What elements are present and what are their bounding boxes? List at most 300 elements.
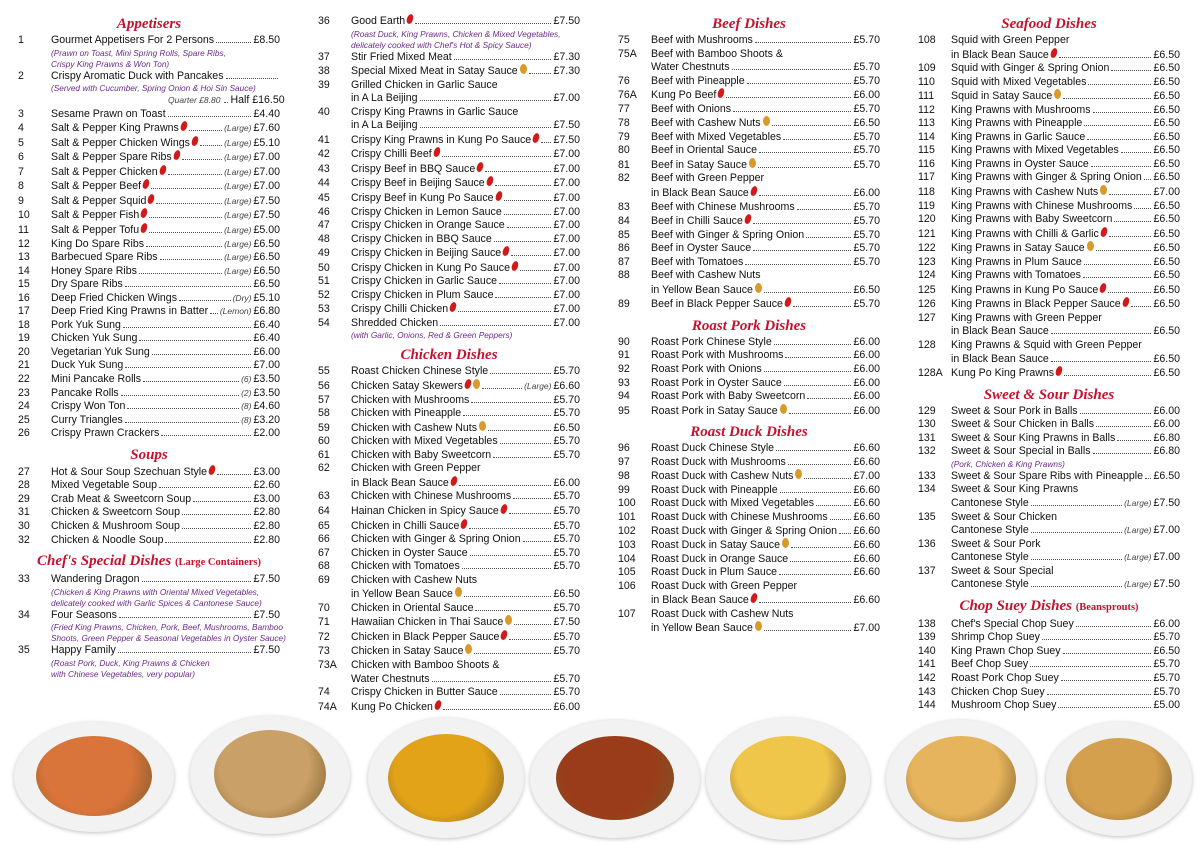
item-size-note: (Large) xyxy=(224,238,252,249)
dot-leader xyxy=(168,116,252,117)
item-number: 96 xyxy=(618,442,630,455)
item-number: 122 xyxy=(918,242,936,255)
item-number: 75A xyxy=(618,47,637,60)
chili-icon xyxy=(432,147,441,158)
item-name: Chicken in Satay Sauce xyxy=(351,645,464,658)
item-name-line2: Cantonese Style xyxy=(951,496,1029,509)
item-number: 117 xyxy=(918,171,935,184)
dot-leader xyxy=(1076,626,1152,627)
item-number: 7 xyxy=(18,165,24,178)
menu-item xyxy=(318,560,580,574)
menu-item xyxy=(918,117,1180,131)
nut-icon xyxy=(520,64,527,74)
item-name: King Prawns with Ginger & Spring Onion xyxy=(951,171,1142,184)
dot-leader xyxy=(442,156,552,157)
item-number: 123 xyxy=(918,255,936,268)
menu-item xyxy=(918,312,1180,326)
item-size-note: (Large) xyxy=(224,195,252,206)
item-name: Roast Duck with Ginger & Spring Onion xyxy=(651,524,838,537)
item-number: 125 xyxy=(918,283,936,296)
nut-icon xyxy=(465,644,472,654)
dot-leader xyxy=(523,541,552,542)
item-price: £6.60 xyxy=(853,539,880,552)
item-name: Beef with Bamboo Shoots & xyxy=(651,47,783,60)
dot-leader xyxy=(200,145,222,146)
menu-item xyxy=(18,292,280,306)
item-number: 95 xyxy=(618,404,630,417)
item-name: Shredded Chicken xyxy=(351,316,439,329)
item-name-line2: in Yellow Bean Sauce xyxy=(351,588,453,601)
menu-item xyxy=(918,104,1180,118)
menu-item xyxy=(318,574,580,588)
dot-leader xyxy=(790,561,851,562)
menu-item xyxy=(18,609,280,623)
item-price: £7.00 xyxy=(553,205,580,218)
item-name: Crispy Chilli Beef xyxy=(351,148,432,161)
item-price: £5.70 xyxy=(853,200,880,213)
item-number: 126 xyxy=(918,298,936,311)
menu-item xyxy=(318,379,580,394)
dot-leader xyxy=(165,542,251,543)
dot-leader xyxy=(733,111,851,112)
item-name-line2: in Yellow Bean Sauce xyxy=(651,622,753,635)
item-number: 102 xyxy=(618,524,636,537)
menu-item xyxy=(18,644,280,658)
item-number: 50 xyxy=(318,261,330,274)
item-number: 78 xyxy=(618,117,630,130)
item-price: £6.60 xyxy=(853,497,880,510)
dot-leader xyxy=(1091,166,1152,167)
menu-item xyxy=(18,70,280,84)
dot-leader xyxy=(490,373,551,374)
item-number: 1 xyxy=(18,34,24,46)
item-price: £7.00 xyxy=(553,192,580,205)
item-name: Chicken with Mixed Vegetables xyxy=(351,435,498,448)
chili-icon xyxy=(1055,365,1064,376)
item-name: Hot & Sour Soup Szechuan Style xyxy=(51,465,208,478)
item-number: 88 xyxy=(618,269,630,282)
item-number: 94 xyxy=(618,390,630,403)
menu-item xyxy=(618,580,880,594)
nut-icon xyxy=(795,469,802,479)
item-price: £6.50 xyxy=(1153,90,1180,103)
item-price: £7.00 xyxy=(553,275,580,288)
item-number: 119 xyxy=(918,199,935,212)
item-number: 91 xyxy=(618,349,630,362)
item-price: £6.60 xyxy=(853,442,880,455)
dot-leader xyxy=(495,297,551,298)
menu-item xyxy=(618,103,880,117)
item-size-note: (Large) xyxy=(1124,552,1152,563)
dot-leader xyxy=(462,568,552,569)
item-number: 87 xyxy=(618,255,630,268)
chili-icon xyxy=(494,190,503,201)
item-name: Beef with Ginger & Spring Onion xyxy=(651,228,805,241)
dot-leader xyxy=(160,259,222,260)
dot-leader xyxy=(1096,426,1151,427)
chili-icon xyxy=(1049,47,1058,58)
item-name: King Prawns in Oyster Sauce xyxy=(951,157,1089,170)
item-number: 66 xyxy=(318,533,330,546)
menu-item xyxy=(318,162,580,177)
menu-item xyxy=(318,462,580,476)
item-name: Chicken with Pineapple xyxy=(351,407,462,420)
dot-leader xyxy=(463,415,551,416)
plate-7 xyxy=(1046,722,1192,836)
plate-4 xyxy=(530,720,700,838)
menu-item xyxy=(18,493,280,507)
item-number: 77 xyxy=(618,102,630,115)
item-price: £5.70 xyxy=(1153,671,1180,684)
dot-leader xyxy=(514,624,551,625)
item-number: 112 xyxy=(918,103,935,116)
item-number: 80 xyxy=(618,144,630,157)
menu-item xyxy=(618,201,880,215)
dot-leader xyxy=(785,357,851,358)
menu-item xyxy=(918,511,1180,525)
dot-leader xyxy=(500,443,552,444)
item-price: £5.70 xyxy=(553,519,580,532)
item-number: 6 xyxy=(18,151,24,164)
dot-leader xyxy=(168,174,222,175)
item-price: £5.70 xyxy=(553,560,580,573)
item-price: £3.50 xyxy=(253,386,280,399)
item-name-line2: in Black Bean Sauce xyxy=(651,187,749,200)
menu-item xyxy=(18,373,280,387)
menu-item xyxy=(918,185,1180,200)
item-number: 34 xyxy=(18,608,30,621)
lemon-chicken-photo xyxy=(730,736,846,820)
chili-icon xyxy=(500,629,509,640)
menu-item-line2 xyxy=(918,325,1180,339)
item-number: 79 xyxy=(618,130,630,143)
menu-item xyxy=(318,504,580,519)
item-name: King Prawns in Plum Sauce xyxy=(951,255,1082,268)
item-number: 71 xyxy=(318,616,330,629)
menu-item xyxy=(918,631,1180,645)
item-description: with Chinese Vegetables, very popular) xyxy=(51,668,196,679)
menu-item xyxy=(618,131,880,145)
chili-icon xyxy=(191,135,200,146)
item-price: £6.50 xyxy=(853,117,880,130)
item-number: 81 xyxy=(618,158,630,171)
item-description: (Roast Pork, Duck, King Prawns & Chicken xyxy=(51,657,210,668)
menu-item-line2 xyxy=(918,48,1180,63)
chili-icon xyxy=(749,185,758,196)
item-name: Crispy Prawn Crackers xyxy=(51,427,160,440)
item-number: 144 xyxy=(918,699,936,712)
item-name: Roast Pork Chinese Style xyxy=(651,335,772,348)
item-name: Deep Fried King Prawns in Batter xyxy=(51,305,209,318)
item-price: £6.00 xyxy=(253,345,280,358)
item-price: £6.50 xyxy=(1153,75,1180,88)
item-price: £7.00 xyxy=(253,359,280,372)
menu-item xyxy=(18,165,280,180)
item-size-note: (Large) xyxy=(1124,497,1152,508)
chili-icon xyxy=(717,88,726,99)
item-number: 11 xyxy=(18,224,29,237)
dot-leader xyxy=(1134,208,1151,209)
item-number: 141 xyxy=(918,658,936,671)
chili-icon xyxy=(476,161,485,172)
item-number: 69 xyxy=(318,573,330,586)
item-size-note: (Large) xyxy=(524,381,552,392)
item-number: 64 xyxy=(318,504,330,517)
menu-item xyxy=(918,538,1180,552)
item-name: Sesame Prawn on Toast xyxy=(51,107,166,120)
item-number: 60 xyxy=(318,435,330,448)
chili-icon xyxy=(460,518,469,529)
dot-leader xyxy=(1031,559,1122,560)
chili-icon xyxy=(449,475,458,486)
item-price: £7.60 xyxy=(253,122,280,135)
menu-item xyxy=(318,547,580,561)
menu-item-line2 xyxy=(618,61,880,75)
menu-item xyxy=(618,456,880,470)
item-price: £3.00 xyxy=(253,492,280,505)
spring-rolls-photo xyxy=(1066,738,1172,820)
item-price: £5.70 xyxy=(853,255,880,268)
portion-prices xyxy=(18,94,285,108)
item-price: £7.00 xyxy=(1153,186,1180,199)
item-number: 8 xyxy=(18,180,24,193)
item-number: 74 xyxy=(318,686,330,699)
dot-leader xyxy=(541,142,551,143)
item-name: Chicken Yuk Sung xyxy=(51,332,138,345)
item-price: £6.50 xyxy=(1153,298,1180,311)
dot-leader xyxy=(791,547,852,548)
nut-icon xyxy=(749,158,756,168)
dot-leader xyxy=(1080,413,1152,414)
item-number: 135 xyxy=(918,510,936,523)
dot-leader xyxy=(1088,84,1151,85)
dot-leader xyxy=(143,381,239,382)
item-number: 110 xyxy=(918,75,935,88)
item-name: Shrimp Chop Suey xyxy=(951,631,1040,644)
menu-item xyxy=(918,227,1180,242)
item-price: £5.70 xyxy=(553,407,580,420)
dot-leader xyxy=(500,694,552,695)
dot-leader xyxy=(224,102,228,103)
item-price: £6.50 xyxy=(1153,242,1180,255)
item-name: Stir Fried Mixed Meat xyxy=(351,50,452,63)
dot-leader xyxy=(420,127,552,128)
item-price: £5.70 xyxy=(553,672,580,685)
menu-item xyxy=(618,442,880,456)
item-number: 132 xyxy=(918,445,936,458)
item-name: Salt & Pepper Squid xyxy=(51,194,147,207)
menu-item-line2 xyxy=(618,283,880,298)
menu-item xyxy=(18,108,280,122)
dot-leader xyxy=(764,630,852,631)
food-photo-strip xyxy=(0,712,1200,849)
dot-leader xyxy=(1059,57,1152,58)
dot-leader xyxy=(226,78,279,79)
item-name: Crab Meat & Sweetcorn Soup xyxy=(51,492,192,505)
dot-leader xyxy=(747,83,852,84)
section-title-text: Seafood Dishes xyxy=(1001,16,1097,32)
item-number: 86 xyxy=(618,242,630,255)
item-name: Roast Duck with Pineapple xyxy=(651,483,778,496)
menu-item xyxy=(18,121,280,136)
section-title xyxy=(918,385,1180,405)
item-name: Sweet & Sour Special xyxy=(951,564,1054,577)
dot-leader xyxy=(458,311,551,312)
item-name: Crispy Chicken in Orange Sauce xyxy=(351,219,505,232)
dot-leader xyxy=(1111,70,1151,71)
menu-item xyxy=(318,615,580,630)
item-name: King Prawns with Baby Sweetcorn xyxy=(951,213,1113,226)
menu-column-4 xyxy=(918,14,1180,713)
item-number: 51 xyxy=(318,275,330,288)
menu-item xyxy=(618,242,880,256)
item-number: 140 xyxy=(918,644,936,657)
menu-item xyxy=(918,618,1180,632)
dot-leader xyxy=(504,214,552,215)
item-number: 109 xyxy=(918,62,936,75)
dot-leader xyxy=(784,385,852,386)
menu-item xyxy=(918,418,1180,432)
item-number: 72 xyxy=(318,630,330,643)
menu-item-line2 xyxy=(918,578,1180,592)
item-name: Beef Chop Suey xyxy=(951,658,1029,671)
item-name: Deep Fried Chicken Wings xyxy=(51,291,177,304)
item-number: 70 xyxy=(318,601,330,614)
menu-item xyxy=(618,229,880,243)
item-price: £6.60 xyxy=(853,566,880,579)
menu-item xyxy=(318,630,580,645)
item-name: Roast Duck with Chinese Mushrooms xyxy=(651,510,828,523)
item-name: Mini Pancake Rolls xyxy=(51,373,142,386)
item-size-note: (Large) xyxy=(224,152,252,163)
item-size-note: (Large) xyxy=(224,166,252,177)
item-number: 99 xyxy=(618,483,630,496)
item-name: Beef in Oriental Sauce xyxy=(651,144,757,157)
dot-leader xyxy=(830,519,852,520)
menu-item xyxy=(618,566,880,580)
dot-leader xyxy=(161,435,251,436)
dot-leader xyxy=(210,313,218,314)
menu-item xyxy=(918,297,1180,312)
item-price: £5.70 xyxy=(853,130,880,143)
item-price: £5.70 xyxy=(853,228,880,241)
item-price: £5.70 xyxy=(853,242,880,255)
item-name: Four Seasons xyxy=(51,608,117,621)
menu-item xyxy=(618,390,880,404)
item-name-line2: in Yellow Bean Sauce xyxy=(651,283,753,296)
item-number: 49 xyxy=(318,247,330,260)
section-title-text: Appetisers xyxy=(116,16,182,32)
item-number: 45 xyxy=(318,192,330,205)
section-title xyxy=(918,596,1180,618)
item-number: 120 xyxy=(918,213,936,226)
chili-icon xyxy=(140,222,149,233)
item-price: £5.70 xyxy=(853,102,880,115)
menu-item xyxy=(318,261,580,276)
item-name: Crispy Chilli Chicken xyxy=(351,303,449,316)
item-price: £6.60 xyxy=(853,594,880,607)
item-number: 104 xyxy=(618,552,636,565)
dot-leader xyxy=(759,602,852,603)
chili-icon xyxy=(485,176,494,187)
menu-item xyxy=(18,136,280,151)
item-name: Mushroom Chop Suey xyxy=(951,699,1057,712)
menu-item xyxy=(618,269,880,283)
menu-item-line2 xyxy=(918,551,1180,565)
item-number: 32 xyxy=(18,533,30,546)
item-name: Chicken with Mushrooms xyxy=(351,393,470,406)
menu-item xyxy=(318,275,580,289)
section-title xyxy=(618,316,880,336)
item-description: delicately cooked with Garlic Spices & Cantonese Sauce) xyxy=(51,597,262,608)
item-name: Crispy Chicken in Plum Sauce xyxy=(351,288,494,301)
dot-leader xyxy=(788,464,852,465)
item-description: (Roast Duck, King Prawns, Chicken & Mixed Vegetables, xyxy=(351,28,561,39)
dot-leader xyxy=(1145,478,1152,479)
menu-item xyxy=(18,179,280,194)
menu-item xyxy=(18,359,280,373)
menu-item xyxy=(18,223,280,238)
menu-item xyxy=(618,158,880,173)
item-name: Sweet & Sour Chicken xyxy=(951,510,1057,523)
item-price: £6.00 xyxy=(1153,418,1180,431)
item-name: Roast Duck with Cashew Nuts xyxy=(651,607,794,620)
section-title-text: Chef's Special Dishes xyxy=(37,553,172,570)
item-number: 59 xyxy=(318,421,330,434)
item-number: 103 xyxy=(618,539,636,552)
menu-item xyxy=(318,106,580,120)
item-price: £6.50 xyxy=(1153,130,1180,143)
item-number: 133 xyxy=(918,469,936,482)
item-price: £7.00 xyxy=(553,177,580,190)
dot-leader xyxy=(494,241,552,242)
item-price: £6.00 xyxy=(553,700,580,713)
menu-item xyxy=(918,405,1180,419)
dot-leader xyxy=(493,457,551,458)
nut-icon xyxy=(1087,241,1094,251)
dot-leader xyxy=(745,264,851,265)
menu-item xyxy=(918,241,1180,256)
item-number: 75 xyxy=(618,34,630,46)
item-number: 54 xyxy=(318,316,330,329)
dot-leader xyxy=(159,487,251,488)
menu-item xyxy=(618,336,880,350)
dot-leader xyxy=(758,167,851,168)
menu-column-1 xyxy=(18,14,286,680)
nut-icon xyxy=(455,587,462,597)
menu-item xyxy=(18,194,280,209)
item-name: Mixed Vegetable Soup xyxy=(51,479,158,492)
chili-icon xyxy=(749,593,758,604)
item-price: £6.00 xyxy=(853,89,880,102)
item-price: £7.00 xyxy=(553,219,580,232)
item-number: 128 xyxy=(918,339,936,352)
section-title xyxy=(618,422,880,442)
item-price: £3.50 xyxy=(253,373,280,386)
item-number: 33 xyxy=(18,573,30,586)
item-name: Grilled Chicken in Garlic Sauce xyxy=(351,78,498,91)
chili-icon xyxy=(511,260,520,271)
item-size-note: (Lemon) xyxy=(219,306,252,317)
item-name: Salt & Pepper King Prawns xyxy=(51,122,179,135)
menu-item xyxy=(18,346,280,360)
nut-icon xyxy=(505,615,512,625)
item-name: Crispy Beef in BBQ Sauce xyxy=(351,162,476,175)
dot-leader xyxy=(469,528,551,529)
menu-item xyxy=(18,520,280,534)
item-number: 29 xyxy=(18,492,30,505)
item-number: 19 xyxy=(18,332,30,345)
